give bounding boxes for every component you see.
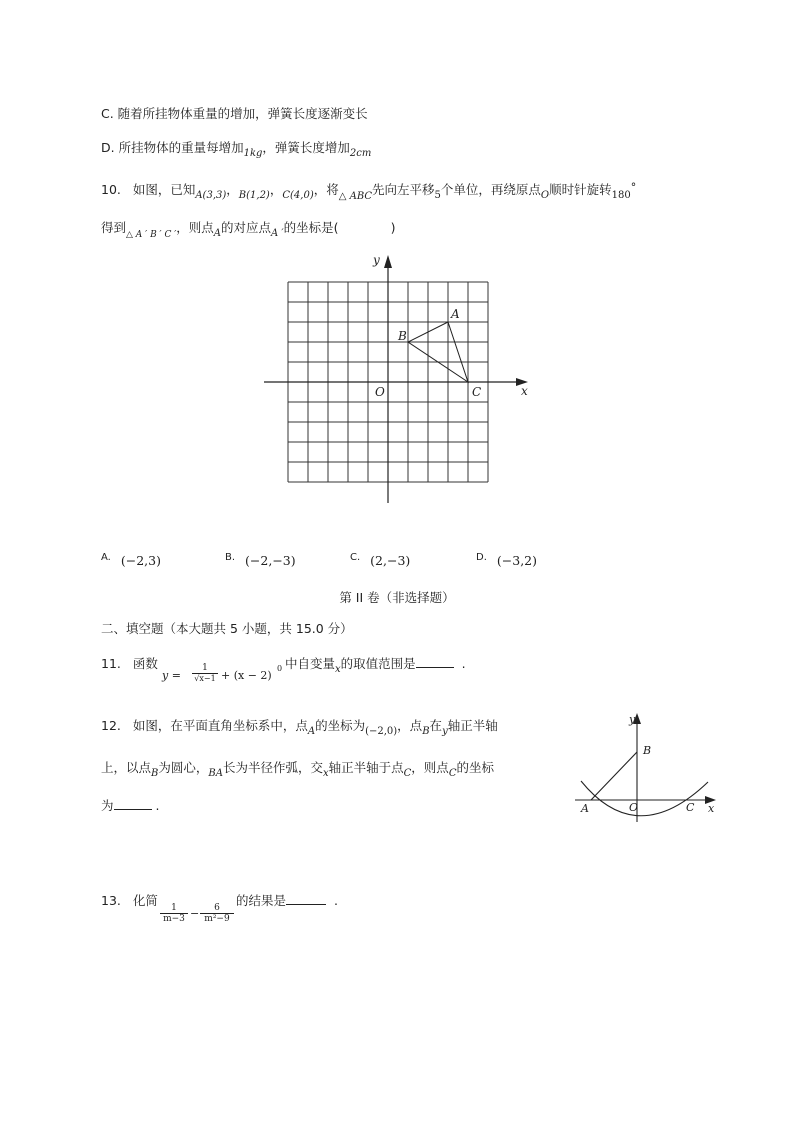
q12-label-c: C [686,801,695,814]
q12-var-x: x [322,768,329,779]
section-heading: 二、填空题（本大题共 5 小题，共 15.0 分） [101,621,353,636]
q10-label-a: A [451,307,460,321]
q10-y-axis-label: y [373,253,380,267]
q13-fraction-1 [160,903,188,924]
q13-stem-tail [236,891,338,909]
q12-point-c: C [403,768,412,779]
q13-answer-blank[interactable] [286,892,326,905]
option-label: A. [101,552,111,563]
q10-text: 先向左平移 [372,182,435,197]
q12-text: 为圆心， [158,760,209,775]
q12-text: ，点 [397,718,423,733]
q12-var-y: y [442,726,448,737]
q11-formula-rhs: + (x − 2) [221,669,272,682]
q12-x-axis-label: x [708,802,715,815]
q11-number: 11. [101,656,121,671]
q12-text: 为 [101,798,114,813]
q13-text: 化简 [132,893,158,908]
option-label: D. [476,552,487,563]
q13-stem [101,891,158,909]
q13-fraction-2 [200,903,234,924]
q12-point-a: A [307,726,316,737]
q12-period: . [155,798,160,813]
q10-point-a-prime: A ′ [271,228,284,239]
q11-exponent: 0 [277,664,283,673]
q12-text: 的坐标为 [315,718,366,733]
section-title: 第 II 卷（非选择题） [339,590,455,605]
q12-text: 如图，在平面直角坐标系中，点 [132,718,308,733]
q9-option-d-math1: 1kg [243,148,263,159]
q10-text: ，将 [313,182,339,197]
q13-period: . [334,893,338,908]
q10-text: 的对应点 [220,220,271,235]
q12-text: 在 [429,718,443,733]
q11-period: . [461,656,466,671]
fraction-denominator: √x−1 [192,673,218,683]
q12-segment-ab [591,752,637,800]
q12-point-c: C [448,768,457,779]
q10-point-c: C(4,0) [282,190,314,201]
q10-text: ) [390,220,396,235]
q12-label-o: O [629,801,639,814]
option-value: (2,−3) [370,553,411,568]
q12-text: 长为半径作弧，交 [222,760,323,775]
q12-number: 12. [101,718,121,733]
q12-text: 轴正半轴于点 [328,760,404,775]
option-value: (−2,3) [120,553,161,568]
q10-text: 的坐标是( [283,220,339,235]
q12-y-axis-label: y [629,713,636,726]
q10-text: 得到 [101,220,127,235]
q13-number: 13. [101,893,121,908]
q10-triangle: △ ABC [338,191,373,202]
q10-x-axis-label: x [521,384,528,398]
q11-text: 的取值范围是 [340,656,416,671]
q10-five: 5 [434,190,441,201]
q10-point-a-ref: A [213,228,221,239]
q10-comma: ， [269,182,283,197]
q11-formula-lhs: y = [162,669,181,682]
fraction-denominator: m−3 [160,913,188,924]
q10-comma: ， [226,182,239,197]
q9-option-d-text2: ，弹簧长度增加 [262,140,350,155]
q11-var-x: x [335,664,341,675]
q12-label-b: B [643,744,652,757]
fraction-numerator: 1 [202,663,208,673]
q12-text: 上，以点 [101,760,152,775]
q10-degree-value: 180 [611,190,631,201]
q11-text: 中自变量 [285,656,336,671]
q10-point-b: B(1,2) [238,190,270,201]
q11-text: 函数 [132,656,158,671]
q13-text: 的结果是 [236,893,287,908]
q12-label-a: A [581,802,589,815]
q9-option-c: C. 随着所挂物体重量的增加，弹簧长度逐渐变长 [101,106,368,121]
q12-text: ，则点 [411,760,449,775]
q10-degree-symbol: ° [630,181,637,194]
q12-text: 轴正半轴 [447,718,498,733]
q10-label-b: B [398,329,407,343]
q12-text: 的坐标 [456,760,494,775]
fraction-numerator: 6 [214,903,220,913]
q13-minus: − [190,907,200,920]
q12-coord: (−2,0) [365,726,398,737]
q10-text: 个单位，再绕原点 [440,182,541,197]
q12-segment-ba: BA [208,768,223,779]
option-label: C. [350,552,361,563]
q10-triangle-image: △ A ′ B ′ C ′ [126,230,177,240]
option-value: (−2,−3) [245,553,296,568]
q10-origin: O [540,190,550,201]
q12-point-b: B [151,768,159,779]
q10-number: 10. [101,182,121,197]
q9-option-d-text: D. 所挂物体的重量每增加 [101,140,244,155]
q10-label-o: O [375,385,385,399]
fraction-numerator: 1 [171,903,177,913]
q10-text: 顺时针旋转 [549,182,612,197]
option-label: B. [225,552,236,563]
q9-option-d-math2: 2cm [349,148,372,159]
q12-point-b: B [422,726,430,737]
q10-label-c: C [472,385,482,399]
q10-text: 如图，已知 [132,182,196,197]
option-value: (−3,2) [496,553,537,568]
q10-text: ，则点 [176,220,214,235]
fraction-denominator: m²−9 [200,913,234,924]
q10-point-a: A(3,3) [195,190,227,201]
